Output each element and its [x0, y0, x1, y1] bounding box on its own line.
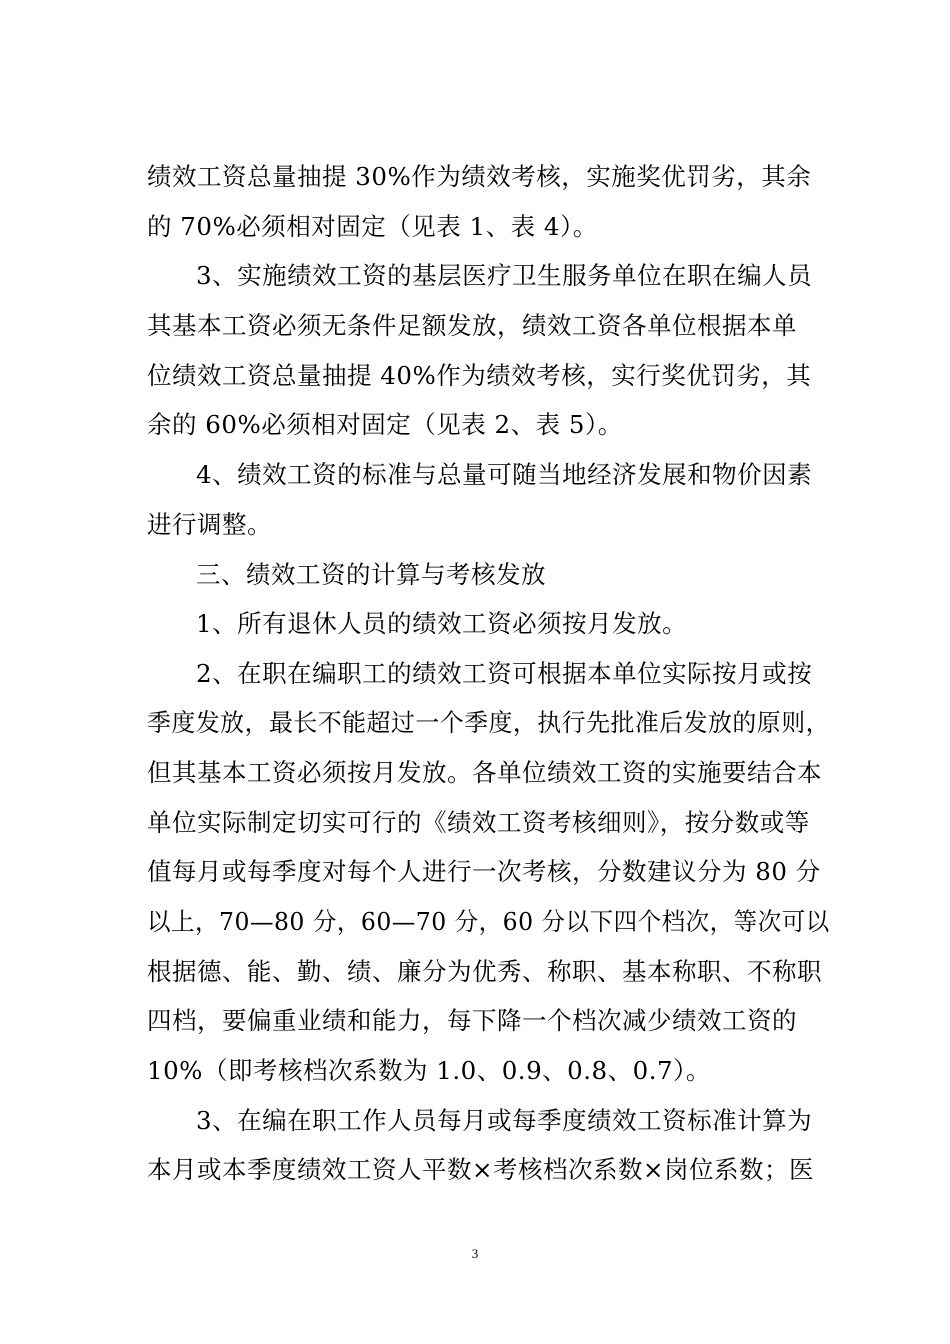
- text-line-3: 3、实施绩效工资的基层医疗卫生服务单位在职在编人员: [196, 261, 813, 290]
- page-number: 3: [471, 1246, 479, 1261]
- text-line-10: 1、所有退休人员的绩效工资必须按月发放。: [196, 609, 688, 638]
- text-line-2: 的 70%必须相对固定（见表 1、表 4）。: [147, 212, 598, 241]
- text-line-16: 以上，70—80 分，60—70 分，60 分以下四个档次，等次可以: [147, 907, 830, 936]
- section-heading: 三、绩效工资的计算与考核发放: [196, 560, 546, 589]
- text-line-6: 余的 60%必须相对固定（见表 2、表 5）。: [147, 410, 623, 439]
- text-line-13: 但其基本工资必须按月发放。各单位绩效工资的实施要结合本: [147, 758, 822, 787]
- text-line-17: 根据德、能、勤、绩、廉分为优秀、称职、基本称职、不称职: [147, 957, 822, 986]
- text-line-5: 位绩效工资总量抽提 40%作为绩效考核，实行奖优罚劣，其: [147, 361, 812, 390]
- text-line-1: 绩效工资总量抽提 30%作为绩效考核，实施奖优罚劣，其余: [147, 162, 812, 191]
- text-line-15: 值每月或每季度对每个人进行一次考核，分数建议分为 80 分: [147, 857, 821, 886]
- text-line-21: 本月或本季度绩效工资人平数×考核档次系数×岗位系数；医: [147, 1155, 815, 1184]
- text-line-7: 4、绩效工资的标准与总量可随当地经济发展和物价因素: [196, 460, 813, 489]
- text-line-12: 季度发放，最长不能超过一个季度，执行先批准后发放的原则，: [147, 708, 830, 737]
- text-line-14: 单位实际制定切实可行的《绩效工资考核细则》，按分数或等: [147, 808, 810, 837]
- text-line-4: 其基本工资必须无条件足额发放，绩效工资各单位根据本单: [147, 311, 797, 340]
- text-line-18: 四档，要偏重业绩和能力，每下降一个档次减少绩效工资的: [147, 1006, 797, 1035]
- text-line-8: 进行调整。: [147, 510, 272, 539]
- text-line-19: 10%（即考核档次系数为 1.0、0.9、0.8、0.7）。: [147, 1056, 711, 1085]
- text-line-20: 3、在编在职工作人员每月或每季度绩效工资标准计算为: [196, 1106, 813, 1135]
- text-line-11: 2、在职在编职工的绩效工资可根据本单位实际按月或按: [196, 659, 813, 688]
